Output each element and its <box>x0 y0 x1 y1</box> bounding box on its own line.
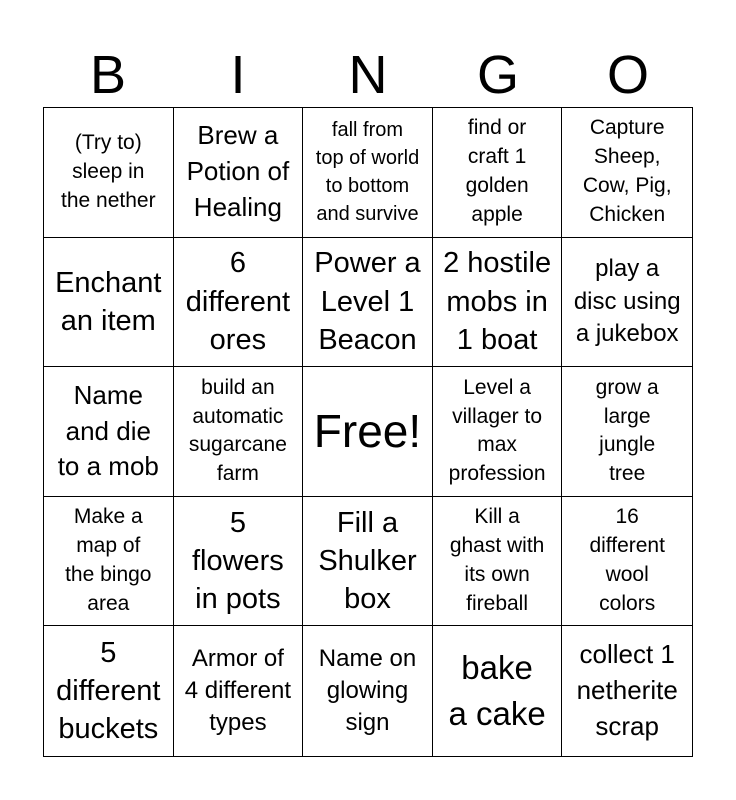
cell-text: Make a map of the bingo area <box>65 505 152 616</box>
cell-text: Power a Level 1 Beacon <box>314 247 421 357</box>
cell-text: find or craft 1 golden apple <box>465 116 529 227</box>
bingo-cell[interactable] <box>433 108 563 238</box>
bingo-cell[interactable] <box>303 626 433 756</box>
bingo-cell[interactable] <box>562 238 692 368</box>
bingo-header <box>43 44 693 106</box>
cell-text: Capture Sheep, Cow, Pig, Chicken <box>582 116 672 227</box>
cell-text: 6 different ores <box>185 247 291 357</box>
cell-text: 5 flowers in pots <box>191 506 284 616</box>
bingo-cell[interactable] <box>562 626 692 756</box>
cell-text: fall from top of world to bottom and survive <box>315 119 420 226</box>
bingo-cell[interactable] <box>433 626 563 756</box>
cell-text: 5 different buckets <box>56 636 161 746</box>
cell-text: Brew a Potion of Healing <box>186 120 290 223</box>
cell-text: 16 different wool colors <box>589 505 665 616</box>
cell-text: grow a large jungle tree <box>595 375 659 486</box>
cell-text: (Try to) sleep in the nether <box>61 130 156 212</box>
header-letter-o: O <box>606 45 649 105</box>
header-letter-b: B <box>89 45 127 105</box>
bingo-cell[interactable] <box>433 367 563 497</box>
cell-text: Name on glowing sign <box>318 644 417 737</box>
cell-text: bake a cake <box>448 649 546 733</box>
bingo-cell[interactable] <box>44 238 174 368</box>
bingo-board <box>43 107 693 757</box>
cell-text: Armor of 4 different types <box>184 644 292 737</box>
bingo-cell[interactable] <box>174 238 304 368</box>
bingo-cell[interactable] <box>174 367 304 497</box>
cell-text: 2 hostile mobs in 1 boat <box>443 247 552 357</box>
free-space-label: Free! <box>313 405 422 458</box>
cell-text: build an automatic sugarcane farm <box>188 375 287 486</box>
bingo-cell[interactable] <box>562 367 692 497</box>
cell-text: Enchant an item <box>55 266 162 337</box>
bingo-cell[interactable] <box>433 238 563 368</box>
cell-text: Fill a Shulker box <box>318 506 417 616</box>
header-letter-i: I <box>230 45 246 105</box>
bingo-cell[interactable] <box>174 497 304 627</box>
bingo-cell[interactable] <box>44 626 174 756</box>
free-space-cell[interactable] <box>303 367 433 497</box>
bingo-cell[interactable] <box>562 497 692 627</box>
bingo-cell[interactable] <box>303 108 433 238</box>
bingo-cell[interactable] <box>174 626 304 756</box>
bingo-cell[interactable] <box>174 108 304 238</box>
cell-text: Level a villager to max profession <box>448 375 546 486</box>
bingo-cell[interactable] <box>562 108 692 238</box>
bingo-cell[interactable] <box>44 367 174 497</box>
cell-text: collect 1 netherite scrap <box>576 639 678 742</box>
header-letter-n: N <box>348 45 388 105</box>
cell-text: play a disc using a jukebox <box>573 255 681 348</box>
header-letter-g: G <box>476 45 519 105</box>
cell-text: Name and die to a mob <box>57 379 159 482</box>
bingo-cell[interactable] <box>303 238 433 368</box>
cell-text: Kill a ghast with its own fireball <box>449 505 545 616</box>
bingo-cell[interactable] <box>44 497 174 627</box>
bingo-cell[interactable] <box>303 497 433 627</box>
bingo-cell[interactable] <box>44 108 174 238</box>
bingo-cell[interactable] <box>433 497 563 627</box>
